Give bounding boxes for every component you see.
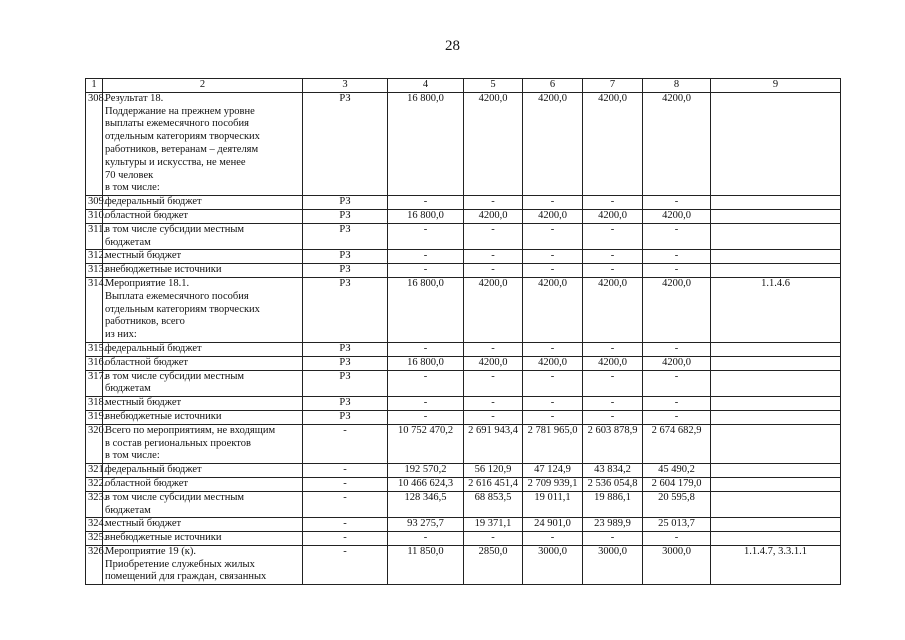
- row-number: 308.: [86, 92, 103, 195]
- total-value: 16 800,0: [388, 209, 464, 223]
- year-value: 4200,0: [643, 209, 711, 223]
- table-row: [86, 196, 841, 210]
- table-row: [86, 397, 841, 411]
- table-row: [86, 250, 841, 264]
- budget-table: [85, 78, 841, 585]
- reference-code: [711, 397, 841, 411]
- year-value: -: [643, 370, 711, 397]
- row-name: областной бюджет: [103, 209, 303, 223]
- year-value: -: [643, 223, 711, 250]
- table-row: [86, 491, 841, 518]
- year-value: -: [464, 223, 523, 250]
- total-value: 11 850,0: [388, 545, 464, 584]
- reference-code: [711, 196, 841, 210]
- year-value: 24 901,0: [523, 518, 583, 532]
- year-value: 4200,0: [464, 92, 523, 195]
- table-row: [86, 518, 841, 532]
- section-code: -: [303, 532, 388, 546]
- year-value: 43 834,2: [583, 464, 643, 478]
- reference-code: [711, 223, 841, 250]
- year-value: 3000,0: [583, 545, 643, 584]
- section-code: РЗ: [303, 196, 388, 210]
- year-value: 2 603 878,9: [583, 424, 643, 463]
- total-value: -: [388, 223, 464, 250]
- column-header: 7: [583, 79, 643, 93]
- year-value: -: [523, 410, 583, 424]
- section-code: РЗ: [303, 397, 388, 411]
- year-value: 4200,0: [464, 209, 523, 223]
- reference-code: [711, 264, 841, 278]
- year-value: -: [643, 196, 711, 210]
- year-value: 2 709 939,1: [523, 477, 583, 491]
- table-row: [86, 223, 841, 250]
- table-row: [86, 424, 841, 463]
- section-code: -: [303, 424, 388, 463]
- total-value: 16 800,0: [388, 356, 464, 370]
- row-name: Результат 18. Поддержание на прежнем уровне выплаты ежемесячного пособия отдельным категориям творческих работников, ветеранам – деятелям культуры и искусства, не менее 70 человек в том числе:: [103, 92, 303, 195]
- year-value: -: [643, 532, 711, 546]
- year-value: 4200,0: [523, 209, 583, 223]
- year-value: 4200,0: [523, 92, 583, 195]
- row-name: местный бюджет: [103, 518, 303, 532]
- row-number: 312.: [86, 250, 103, 264]
- year-value: -: [523, 397, 583, 411]
- year-value: -: [643, 264, 711, 278]
- row-name: в том числе субсидии местным бюджетам: [103, 370, 303, 397]
- year-value: -: [464, 370, 523, 397]
- year-value: 2850,0: [464, 545, 523, 584]
- column-header: 3: [303, 79, 388, 93]
- row-name: областной бюджет: [103, 477, 303, 491]
- column-header: 1: [86, 79, 103, 93]
- reference-code: [711, 370, 841, 397]
- year-value: 4200,0: [583, 277, 643, 342]
- table-row: [86, 92, 841, 195]
- year-value: 25 013,7: [643, 518, 711, 532]
- reference-code: [711, 518, 841, 532]
- column-header: 8: [643, 79, 711, 93]
- year-value: 56 120,9: [464, 464, 523, 478]
- year-value: 4200,0: [583, 92, 643, 195]
- year-value: -: [464, 397, 523, 411]
- row-number: 326.: [86, 545, 103, 584]
- row-number: 309.: [86, 196, 103, 210]
- row-name: Мероприятие 18.1. Выплата ежемесячного пособия отдельным категориям творческих работников, всего из них:: [103, 277, 303, 342]
- table-row: [86, 545, 841, 584]
- row-number: 315.: [86, 342, 103, 356]
- total-value: 128 346,5: [388, 491, 464, 518]
- row-number: 321.: [86, 464, 103, 478]
- year-value: 4200,0: [523, 277, 583, 342]
- table-row: [86, 277, 841, 342]
- year-value: 4200,0: [583, 209, 643, 223]
- total-value: 10 752 470,2: [388, 424, 464, 463]
- row-number: 314.: [86, 277, 103, 342]
- row-name: местный бюджет: [103, 250, 303, 264]
- year-value: -: [583, 250, 643, 264]
- section-code: РЗ: [303, 342, 388, 356]
- year-value: -: [583, 264, 643, 278]
- reference-code: [711, 209, 841, 223]
- row-number: 324.: [86, 518, 103, 532]
- section-code: РЗ: [303, 370, 388, 397]
- year-value: 68 853,5: [464, 491, 523, 518]
- row-number: 325.: [86, 532, 103, 546]
- year-value: -: [523, 264, 583, 278]
- column-header: 9: [711, 79, 841, 93]
- column-header: 5: [464, 79, 523, 93]
- year-value: 45 490,2: [643, 464, 711, 478]
- total-value: -: [388, 250, 464, 264]
- reference-code: [711, 250, 841, 264]
- year-value: 19 371,1: [464, 518, 523, 532]
- reference-code: [711, 532, 841, 546]
- reference-code: [711, 464, 841, 478]
- section-code: -: [303, 491, 388, 518]
- table-row: [86, 264, 841, 278]
- section-code: РЗ: [303, 223, 388, 250]
- table-row: [86, 370, 841, 397]
- section-code: -: [303, 545, 388, 584]
- year-value: -: [464, 250, 523, 264]
- section-code: -: [303, 464, 388, 478]
- total-value: -: [388, 196, 464, 210]
- row-number: 318.: [86, 397, 103, 411]
- year-value: -: [643, 250, 711, 264]
- row-number: 317.: [86, 370, 103, 397]
- section-code: РЗ: [303, 209, 388, 223]
- reference-code: 1.1.4.7, 3.3.1.1: [711, 545, 841, 584]
- year-value: -: [583, 410, 643, 424]
- year-value: -: [583, 532, 643, 546]
- table-row: [86, 342, 841, 356]
- reference-code: [711, 410, 841, 424]
- table-row: [86, 532, 841, 546]
- year-value: -: [583, 342, 643, 356]
- row-name: внебюджетные источники: [103, 410, 303, 424]
- column-header: 4: [388, 79, 464, 93]
- year-value: 4200,0: [523, 356, 583, 370]
- row-number: 310.: [86, 209, 103, 223]
- year-value: 4200,0: [583, 356, 643, 370]
- reference-code: [711, 356, 841, 370]
- total-value: 93 275,7: [388, 518, 464, 532]
- column-header: 6: [523, 79, 583, 93]
- row-name: Мероприятие 19 (к). Приобретение служебных жилых помещений для граждан, связанных: [103, 545, 303, 584]
- page-number: 28: [445, 38, 460, 54]
- year-value: -: [583, 397, 643, 411]
- table-row: [86, 477, 841, 491]
- year-value: 2 536 054,8: [583, 477, 643, 491]
- year-value: 4200,0: [464, 356, 523, 370]
- year-value: -: [464, 264, 523, 278]
- row-number: 316.: [86, 356, 103, 370]
- year-value: 2 674 682,9: [643, 424, 711, 463]
- reference-code: [711, 477, 841, 491]
- year-value: -: [583, 196, 643, 210]
- row-number: 322.: [86, 477, 103, 491]
- total-value: -: [388, 370, 464, 397]
- table-row: [86, 209, 841, 223]
- year-value: -: [523, 532, 583, 546]
- table-row: [86, 464, 841, 478]
- row-number: 311.: [86, 223, 103, 250]
- year-value: -: [464, 532, 523, 546]
- year-value: -: [464, 342, 523, 356]
- row-number: 319.: [86, 410, 103, 424]
- row-name: федеральный бюджет: [103, 196, 303, 210]
- column-header: 2: [103, 79, 303, 93]
- year-value: -: [523, 370, 583, 397]
- table-row: [86, 356, 841, 370]
- year-value: -: [643, 397, 711, 411]
- row-name: Всего по мероприятиям, не входящим в состав региональных проектов в том числе:: [103, 424, 303, 463]
- section-code: РЗ: [303, 92, 388, 195]
- section-code: РЗ: [303, 356, 388, 370]
- year-value: -: [464, 410, 523, 424]
- total-value: 16 800,0: [388, 277, 464, 342]
- total-value: -: [388, 410, 464, 424]
- year-value: -: [523, 250, 583, 264]
- year-value: -: [523, 223, 583, 250]
- year-value: 4200,0: [643, 277, 711, 342]
- section-code: РЗ: [303, 410, 388, 424]
- year-value: 3000,0: [643, 545, 711, 584]
- row-number: 323.: [86, 491, 103, 518]
- row-name: внебюджетные источники: [103, 532, 303, 546]
- year-value: 4200,0: [643, 92, 711, 195]
- reference-code: [711, 92, 841, 195]
- year-value: -: [464, 196, 523, 210]
- year-value: -: [643, 342, 711, 356]
- year-value: 23 989,9: [583, 518, 643, 532]
- year-value: 2 781 965,0: [523, 424, 583, 463]
- total-value: 192 570,2: [388, 464, 464, 478]
- year-value: -: [643, 410, 711, 424]
- total-value: 16 800,0: [388, 92, 464, 195]
- total-value: -: [388, 532, 464, 546]
- year-value: 2 604 179,0: [643, 477, 711, 491]
- section-code: -: [303, 518, 388, 532]
- row-name: федеральный бюджет: [103, 342, 303, 356]
- total-value: -: [388, 397, 464, 411]
- section-code: РЗ: [303, 264, 388, 278]
- row-number: 320.: [86, 424, 103, 463]
- reference-code: [711, 491, 841, 518]
- row-number: 313.: [86, 264, 103, 278]
- year-value: 19 011,1: [523, 491, 583, 518]
- year-value: -: [523, 196, 583, 210]
- row-name: внебюджетные источники: [103, 264, 303, 278]
- row-name: местный бюджет: [103, 397, 303, 411]
- total-value: -: [388, 264, 464, 278]
- reference-code: 1.1.4.6: [711, 277, 841, 342]
- section-code: РЗ: [303, 250, 388, 264]
- section-code: -: [303, 477, 388, 491]
- table-row: [86, 410, 841, 424]
- row-name: в том числе субсидии местным бюджетам: [103, 223, 303, 250]
- year-value: -: [583, 223, 643, 250]
- row-name: федеральный бюджет: [103, 464, 303, 478]
- year-value: -: [583, 370, 643, 397]
- row-name: областной бюджет: [103, 356, 303, 370]
- reference-code: [711, 342, 841, 356]
- total-value: -: [388, 342, 464, 356]
- header-row: [86, 79, 841, 93]
- year-value: 19 886,1: [583, 491, 643, 518]
- year-value: 2 616 451,4: [464, 477, 523, 491]
- year-value: 20 595,8: [643, 491, 711, 518]
- section-code: РЗ: [303, 277, 388, 342]
- year-value: 4200,0: [464, 277, 523, 342]
- year-value: -: [523, 342, 583, 356]
- row-name: в том числе субсидии местным бюджетам: [103, 491, 303, 518]
- year-value: 47 124,9: [523, 464, 583, 478]
- year-value: 2 691 943,4: [464, 424, 523, 463]
- year-value: 3000,0: [523, 545, 583, 584]
- total-value: 10 466 624,3: [388, 477, 464, 491]
- reference-code: [711, 424, 841, 463]
- year-value: 4200,0: [643, 356, 711, 370]
